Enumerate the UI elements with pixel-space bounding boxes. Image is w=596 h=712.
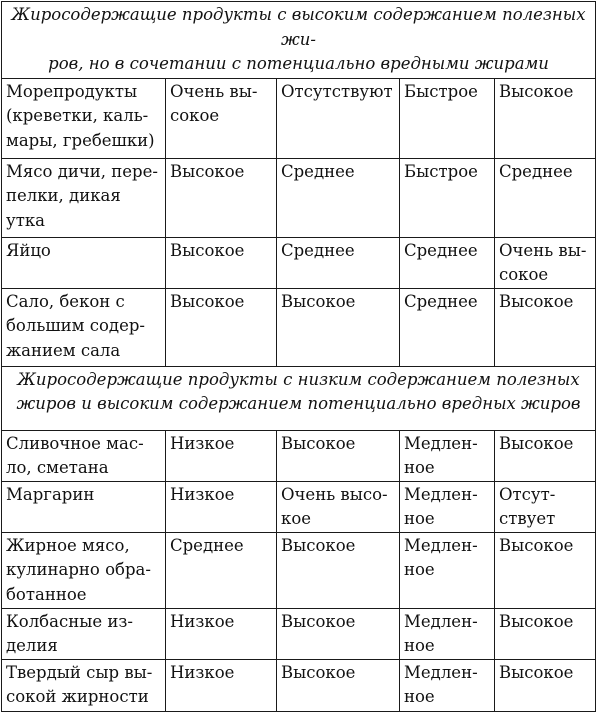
- section-header-row: [2, 2, 596, 79]
- table-cell: Высокое: [277, 608, 400, 659]
- table-cell: Высокое: [166, 288, 277, 366]
- table-cell: Среднее: [400, 237, 495, 288]
- table-cell: Низкое: [166, 608, 277, 659]
- table-row: [2, 158, 596, 237]
- table-cell: Медлен- ное: [400, 430, 495, 481]
- table-cell: Низкое: [166, 430, 277, 481]
- table-cell: Быстрое: [400, 78, 495, 158]
- table-row: [2, 481, 596, 532]
- table-row: [2, 78, 596, 158]
- table-cell: Среднее: [166, 532, 277, 608]
- table-cell: Высокое: [495, 430, 596, 481]
- table-cell: Низкое: [166, 481, 277, 532]
- section-title: Жиросодержащие продукты с низким содержанием полезных жиров и высоким содержанием потенциально вредных жиров: [2, 366, 596, 430]
- table-cell: Очень вы- сокое: [166, 78, 277, 158]
- product-cell: Твердый сыр вы- сокой жирности: [2, 659, 166, 711]
- table-cell: Высокое: [277, 288, 400, 366]
- product-cell: Маргарин: [2, 481, 166, 532]
- table-cell: Высокое: [495, 659, 596, 711]
- table-cell: Высокое: [495, 608, 596, 659]
- table-row: [2, 288, 596, 366]
- table-cell: Среднее: [400, 288, 495, 366]
- product-cell: Жирное мясо, кулинарно обра- ботанное: [2, 532, 166, 608]
- table-cell: Высокое: [495, 288, 596, 366]
- table-cell: Быстрое: [400, 158, 495, 237]
- table-cell: Медлен- ное: [400, 608, 495, 659]
- table-row: [2, 237, 596, 288]
- table-cell: Медлен- ное: [400, 659, 495, 711]
- table-cell: Среднее: [495, 158, 596, 237]
- table-cell: Отсут- ствует: [495, 481, 596, 532]
- table-row: [2, 659, 596, 711]
- table-cell: Медлен- ное: [400, 532, 495, 608]
- table-cell: Очень высо- кое: [277, 481, 400, 532]
- table-cell: Высокое: [166, 237, 277, 288]
- product-cell: Сливочное мас- ло, сметана: [2, 430, 166, 481]
- table-cell: Высокое: [495, 78, 596, 158]
- table-cell: Высокое: [277, 430, 400, 481]
- table-cell: Высокое: [495, 532, 596, 608]
- table-cell: Высокое: [277, 532, 400, 608]
- product-cell: Яйцо: [2, 237, 166, 288]
- table-cell: Высокое: [166, 158, 277, 237]
- table-row: [2, 430, 596, 481]
- table-row: [2, 608, 596, 659]
- table-cell: Низкое: [166, 659, 277, 711]
- table-cell: Высокое: [277, 659, 400, 711]
- fat-products-table: [1, 1, 596, 712]
- table-cell: Среднее: [277, 158, 400, 237]
- product-cell: Сало, бекон с большим содер- жанием сала: [2, 288, 166, 366]
- section-title: Жиросодержащие продукты с высоким содержанием полезных жи- ров, но в сочетании с потенциально вредными жирами: [2, 2, 596, 79]
- table-cell: Очень вы- сокое: [495, 237, 596, 288]
- table-row: [2, 532, 596, 608]
- section-header-row: [2, 366, 596, 430]
- product-cell: Морепродукты (креветки, каль- мары, гребешки): [2, 78, 166, 158]
- product-cell: Мясо дичи, пере- пелки, дикая утка: [2, 158, 166, 237]
- table-cell: Среднее: [277, 237, 400, 288]
- table-cell: Медлен- ное: [400, 481, 495, 532]
- product-cell: Колбасные из- делия: [2, 608, 166, 659]
- table-cell: Отсутствуют: [277, 78, 400, 158]
